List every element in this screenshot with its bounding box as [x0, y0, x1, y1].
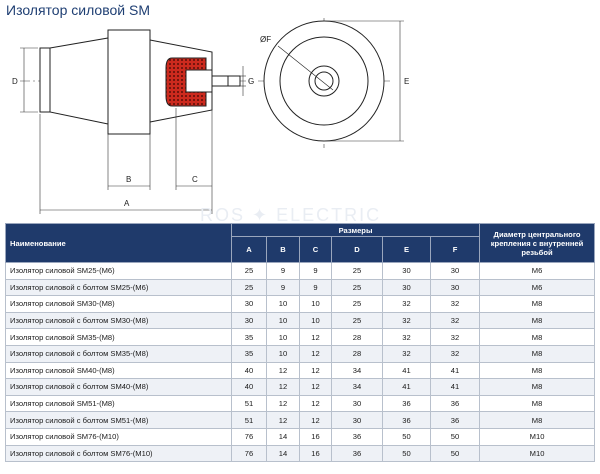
table-row [6, 445, 595, 462]
row-cell: 16 [300, 445, 332, 462]
row-cell: 10 [267, 312, 300, 329]
row-cell: 28 [332, 329, 383, 346]
row-cell: 32 [383, 329, 431, 346]
table-row [6, 296, 595, 313]
row-cell: 30 [232, 312, 267, 329]
row-cell: M8 [480, 345, 595, 362]
column-header-b: B [267, 237, 300, 263]
column-group-sizes: Размеры [232, 224, 480, 237]
row-cell: 12 [267, 362, 300, 379]
row-cell: 12 [267, 395, 300, 412]
watermark: ROS ✦ ELECTRIC [200, 205, 382, 223]
left-cap [40, 48, 50, 112]
column-header-name: Наименование [6, 224, 232, 263]
row-cell: 25 [332, 296, 383, 313]
row-cell: 36 [332, 445, 383, 462]
dim-d-label: D [12, 77, 18, 86]
row-cell: 40 [232, 379, 267, 396]
row-cell: 12 [300, 412, 332, 429]
table-row [6, 395, 595, 412]
row-cell: M8 [480, 312, 595, 329]
row-cell: M6 [480, 279, 595, 296]
row-name: Изолятор силовой с болтом SM76-(M10) [6, 445, 232, 462]
table-row [6, 345, 595, 362]
column-header-e: E [383, 237, 431, 263]
row-cell: 9 [300, 279, 332, 296]
row-cell: 32 [431, 345, 480, 362]
row-cell: 9 [267, 263, 300, 280]
row-cell: 34 [332, 362, 383, 379]
table-row [6, 329, 595, 346]
specifications-table [5, 223, 595, 462]
row-name: Изолятор силовой SM25-(M6) [6, 263, 232, 280]
row-cell: 32 [431, 296, 480, 313]
row-cell: 30 [332, 412, 383, 429]
row-name: Изолятор силовой с болтом SM35-(M8) [6, 345, 232, 362]
row-cell: 32 [383, 312, 431, 329]
row-cell: 41 [431, 362, 480, 379]
row-cell: 50 [383, 445, 431, 462]
front-view [258, 18, 390, 148]
row-cell: 25 [332, 263, 383, 280]
table-row [6, 412, 595, 429]
column-header-d: D [332, 237, 383, 263]
technical-drawing [0, 18, 600, 223]
row-cell: 12 [300, 345, 332, 362]
row-cell: 12 [267, 412, 300, 429]
column-header-f: F [431, 237, 480, 263]
row-cell: 40 [232, 362, 267, 379]
row-cell: M10 [480, 445, 595, 462]
row-cell: 12 [300, 379, 332, 396]
dim-c-label: C [192, 175, 198, 184]
row-cell: 12 [300, 362, 332, 379]
row-cell: 30 [383, 279, 431, 296]
row-name: Изолятор силовой SM76-(M10) [6, 428, 232, 445]
table-row [6, 428, 595, 445]
row-cell: 9 [300, 263, 332, 280]
flange [108, 30, 150, 134]
row-cell: M8 [480, 395, 595, 412]
dim-e-label: E [404, 77, 410, 86]
row-cell: 25 [332, 312, 383, 329]
row-cell: 12 [267, 379, 300, 396]
column-header-c: C [300, 237, 332, 263]
row-cell: M10 [480, 428, 595, 445]
row-cell: 32 [383, 345, 431, 362]
row-cell: 51 [232, 412, 267, 429]
row-cell: 16 [300, 428, 332, 445]
side-view [20, 30, 250, 134]
row-cell: 10 [267, 296, 300, 313]
column-header-a: A [232, 237, 267, 263]
row-cell: 76 [232, 428, 267, 445]
row-cell: 36 [431, 412, 480, 429]
row-cell: 35 [232, 345, 267, 362]
row-cell: 34 [332, 379, 383, 396]
table-row [6, 279, 595, 296]
row-cell: 32 [431, 312, 480, 329]
row-cell: 41 [383, 362, 431, 379]
row-cell: 30 [232, 296, 267, 313]
row-cell: 10 [267, 329, 300, 346]
row-cell: 30 [332, 395, 383, 412]
row-name: Изолятор силовой с болтом SM40-(M8) [6, 379, 232, 396]
row-cell: 50 [431, 445, 480, 462]
row-cell: M8 [480, 379, 595, 396]
row-cell: M8 [480, 329, 595, 346]
row-cell: 76 [232, 445, 267, 462]
table-row [6, 263, 595, 280]
column-header-thread: Диаметр центрального крепления с внутренней резьбой [480, 224, 595, 263]
row-cell: 35 [232, 329, 267, 346]
dim-g-label: G [248, 77, 255, 86]
row-name: Изолятор силовой SM40-(M8) [6, 362, 232, 379]
row-cell: 30 [431, 279, 480, 296]
row-cell: 50 [431, 428, 480, 445]
row-cell: 30 [383, 263, 431, 280]
page-title: Изолятор силовой SM [6, 2, 150, 18]
row-cell: 41 [383, 379, 431, 396]
left-cone [50, 38, 108, 124]
row-cell: M8 [480, 296, 595, 313]
table-row [6, 362, 595, 379]
row-cell: M8 [480, 362, 595, 379]
row-cell: 10 [300, 296, 332, 313]
row-cell: 41 [431, 379, 480, 396]
row-cell: 36 [383, 395, 431, 412]
row-cell: 10 [300, 312, 332, 329]
row-cell: 36 [431, 395, 480, 412]
row-cell: 36 [332, 428, 383, 445]
row-name: Изолятор силовой с болтом SM25-(M6) [6, 279, 232, 296]
table-row [6, 379, 595, 396]
row-cell: 25 [232, 279, 267, 296]
row-cell: 28 [332, 345, 383, 362]
dim-a-label: A [124, 199, 130, 208]
row-cell: 50 [383, 428, 431, 445]
row-cell: 36 [383, 412, 431, 429]
row-cell: 9 [267, 279, 300, 296]
row-cell: M6 [480, 263, 595, 280]
row-cell: 14 [267, 445, 300, 462]
row-name: Изолятор силовой SM51-(M8) [6, 395, 232, 412]
row-cell: 32 [431, 329, 480, 346]
dim-f-label: ØF [260, 35, 272, 44]
bore-inner [315, 72, 333, 90]
table-row [6, 312, 595, 329]
row-cell: M8 [480, 412, 595, 429]
row-cell: 51 [232, 395, 267, 412]
row-cell: 25 [232, 263, 267, 280]
row-cell: 30 [431, 263, 480, 280]
row-name: Изолятор силовой с болтом SM51-(M8) [6, 412, 232, 429]
row-cell: 32 [383, 296, 431, 313]
row-name: Изолятор силовой SM35-(M8) [6, 329, 232, 346]
row-cell: 10 [267, 345, 300, 362]
table-body [6, 263, 595, 462]
row-cell: 12 [300, 395, 332, 412]
row-cell: 25 [332, 279, 383, 296]
row-name: Изолятор силовой с болтом SM30-(M8) [6, 312, 232, 329]
row-cell: 14 [267, 428, 300, 445]
row-name: Изолятор силовой SM30-(M8) [6, 296, 232, 313]
row-cell: 12 [300, 329, 332, 346]
dim-b-label: B [126, 175, 132, 184]
